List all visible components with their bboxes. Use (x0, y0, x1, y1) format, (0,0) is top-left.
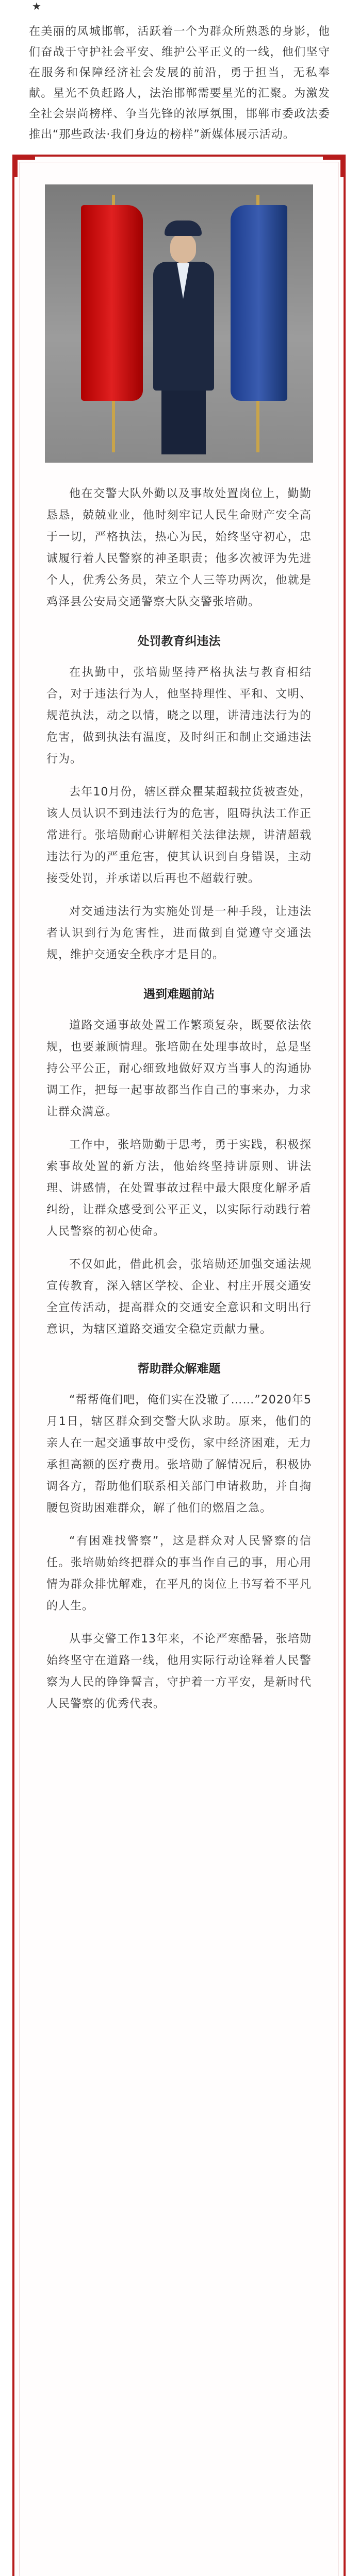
article-frame (12, 155, 346, 2576)
corner-decoration (323, 157, 344, 177)
police-flag (231, 205, 287, 401)
paragraph: 从事交警工作13年来，不论严寒酷暑，张培勋始终坚守在道路一线，他用实际行动诠释着人民警察为人民的铮铮誓言，守护着一方平安，是新时代人民警察的优秀代表。 (46, 1633, 312, 1710)
section-heading: 遇到难题前站 (143, 988, 215, 1001)
officer-figure (161, 389, 206, 454)
section-heading: 帮助群众解难题 (137, 1362, 221, 1376)
intro-paragraph: 在美丽的凤城邯郸，活跃着一个为群众所熟悉的身影，他们奋战于守护社会平安、维护公平正义的一线，他们坚守在服务和保障经济社会发展的前沿，勇于担当，无私奉献。星光不负赶路人，法治邯郸需要星光的汇聚。为激发全社会崇尚榜样、争当先锋的浓厚氛围，邯郸市委政法委推出“那些政法·我们身边的榜样”新媒体展示活动。 (29, 25, 330, 141)
paragraph: “有困难找警察”，这是群众对人民警察的信任。张培勋始终把群众的事当作自己的事，用心用情为群众排忧解难，在平凡的岗位上书写着不平凡的人生。 (46, 1535, 312, 1613)
star-icon: ★ (32, 0, 41, 12)
paragraph: 在执勤中，张培勋坚持严格执法与教育相结合，对于违法行为人，他坚持理性、平和、文明、规范执法，动之以情，晓之以理，讲清违法行为的危害，做到执法有温度，及时纠正和制止交通违法行为。 (46, 666, 312, 766)
corner-decoration (14, 157, 35, 177)
paragraph: 他在交警大队外勤以及事故处置岗位上，勤勤恳恳，兢兢业业，他时刻牢记人民生命财产安全高于一切，严格执法，热心为民，始终坚守初心，忠诚履行着人民警察的神圣职责；他多次被评为先进个人，优秀公务员，荣立个人三等功两次，他就是鸡泽县公安局交通警察大队交警张培勋。 (46, 487, 312, 608)
officer-figure (170, 233, 196, 263)
officer-photo (45, 184, 313, 463)
paragraph: 工作中，张培勋勤于思考，勇于实践，积极探索事故处置的新方法，他始终坚持讲原则、讲法理、讲感情，在处置事故过程中最大限度化解矛盾纠纷，让群众感受到公平正义，以实际行动践行着人民警察的初心使命。 (46, 1139, 312, 1238)
paragraph: 对交通违法行为实施处罚是一种手段，让违法者认识到行为危害性，进而做到自觉遵守交通法规，维护交通安全秩序才是目的。 (46, 905, 312, 961)
top-bar (0, 0, 359, 18)
police-cap (165, 221, 202, 236)
paragraph: “帮帮俺们吧，俺们实在没辙了……”2020年5月1日，辖区群众到交警大队求助。原来，他们的亲人在一起交通事故中受伤，家中经济困难，无力承担高额的医疗费用。张培勋了解情况后，积极协调各方，帮助他们联系相关部门申请救助，并自掏腰包资助困难群众，解了他们的燃眉之急。 (46, 1394, 312, 1515)
frame-inner-border (20, 162, 338, 2576)
red-flag (81, 205, 143, 401)
paragraph: 去年10月份，辖区群众瞿某超载拉货被查处，该人员认识不到违法行为的危害，阻碍执法工作正常进行。张培勋耐心讲解相关法律法规，讲清超载违法行为的严重危害，使其认识到自身错误，主动接受处罚，并承诺以后再也不超载行驶。 (46, 786, 312, 885)
paragraph: 道路交通事故处置工作繁琐复杂，既要依法依规，也要兼顾情理。张培勋在处理事故时，总是坚持公平公正，耐心细致地做好双方当事人的沟通协调工作，把每一起事故都当作自己的事来办，力求让群众满意。 (46, 1019, 312, 1118)
section-heading: 处罚教育纠违法 (137, 635, 221, 648)
paragraph: 不仅如此，借此机会，张培勋还加强交通法规宣传教育，深入辖区学校、企业、村庄开展交通安全宣传活动，提高群众的交通安全意识和文明出行意识，为辖区道路交通安全稳定贡献力量。 (46, 1258, 312, 1336)
